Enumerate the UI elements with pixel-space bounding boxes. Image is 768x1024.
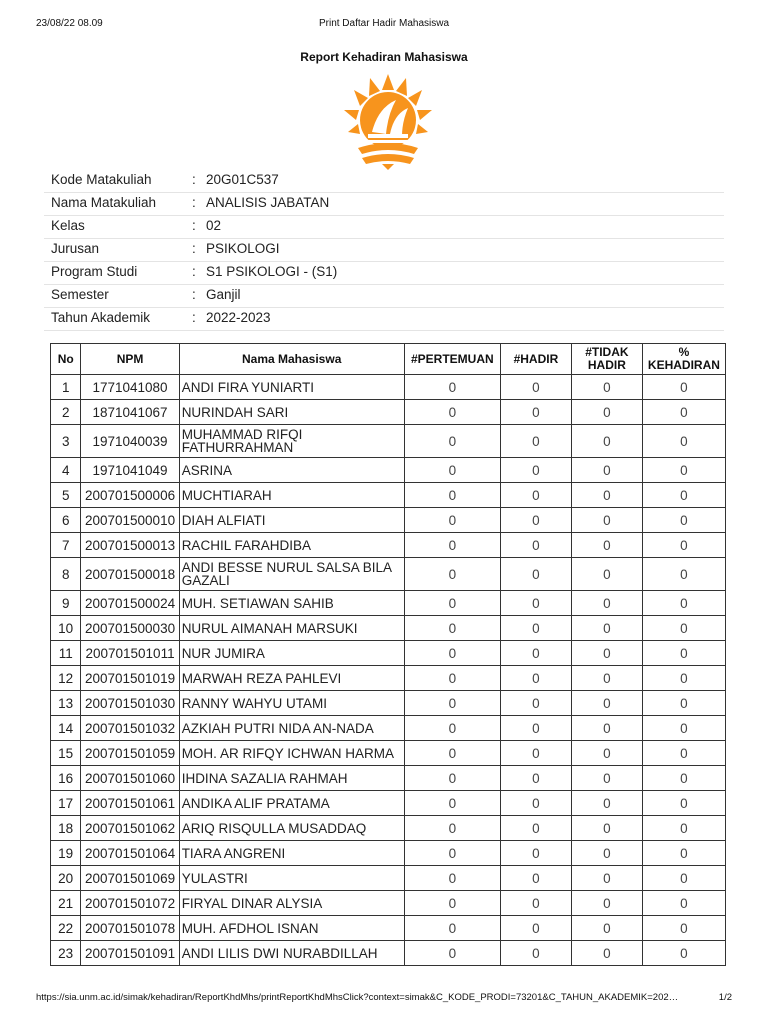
- cell-pertemuan: 0: [404, 691, 500, 716]
- cell-hadir: 0: [500, 558, 571, 591]
- cell-npm: 200701501062: [81, 816, 179, 841]
- info-colon: :: [192, 218, 196, 233]
- info-colon: :: [192, 264, 196, 279]
- info-label: Semester: [51, 287, 109, 302]
- cell-hadir: 0: [500, 458, 571, 483]
- cell-nama: MUCHTIARAH: [179, 483, 404, 508]
- cell-npm: 1971040039: [81, 425, 179, 458]
- cell-npm: 200701500010: [81, 508, 179, 533]
- cell-no: 5: [51, 483, 81, 508]
- col-header-no: No: [51, 344, 81, 375]
- cell-tidak-hadir: 0: [571, 400, 642, 425]
- table-row: [51, 533, 726, 558]
- cell-nama: YULASTRI: [179, 866, 404, 891]
- info-row-nama: [44, 193, 724, 216]
- info-label: Jurusan: [51, 241, 100, 256]
- cell-no: 2: [51, 400, 81, 425]
- cell-tidak-hadir: 0: [571, 616, 642, 641]
- table-row: [51, 591, 726, 616]
- cell-hadir: 0: [500, 375, 571, 400]
- info-row-kelas: [44, 216, 724, 239]
- cell-no: 13: [51, 691, 81, 716]
- cell-nama: NUR JUMIRA: [179, 641, 404, 666]
- info-value: Ganjil: [206, 287, 241, 302]
- cell-kehadiran: 0: [642, 741, 725, 766]
- cell-pertemuan: 0: [404, 766, 500, 791]
- cell-npm: 1971041049: [81, 458, 179, 483]
- cell-kehadiran: 0: [642, 941, 725, 966]
- table-row: [51, 691, 726, 716]
- cell-tidak-hadir: 0: [571, 458, 642, 483]
- table-row: [51, 616, 726, 641]
- print-title: Print Daftar Hadir Mahasiswa: [318, 18, 450, 29]
- cell-no: 12: [51, 666, 81, 691]
- cell-nama: MUH. SETIAWAN SAHIB: [179, 591, 404, 616]
- info-value: ANALISIS JABATAN: [206, 195, 330, 210]
- cell-no: 18: [51, 816, 81, 841]
- cell-nama: MOH. AR RIFQY ICHWAN HARMA: [179, 741, 404, 766]
- cell-tidak-hadir: 0: [571, 375, 642, 400]
- cell-no: 11: [51, 641, 81, 666]
- cell-hadir: 0: [500, 533, 571, 558]
- cell-tidak-hadir: 0: [571, 716, 642, 741]
- cell-npm: 1771041080: [81, 375, 179, 400]
- cell-no: 23: [51, 941, 81, 966]
- cell-kehadiran: 0: [642, 716, 725, 741]
- info-label: Kelas: [51, 218, 85, 233]
- cell-no: 9: [51, 591, 81, 616]
- cell-pertemuan: 0: [404, 483, 500, 508]
- cell-nama: MUH. AFDHOL ISNAN: [179, 916, 404, 941]
- cell-hadir: 0: [500, 766, 571, 791]
- cell-npm: 200701501061: [81, 791, 179, 816]
- cell-hadir: 0: [500, 483, 571, 508]
- course-info: [44, 170, 724, 331]
- cell-pertemuan: 0: [404, 941, 500, 966]
- info-label: Tahun Akademik: [51, 310, 151, 325]
- table-row: [51, 400, 726, 425]
- cell-npm: 200701500006: [81, 483, 179, 508]
- info-value: 2022-2023: [206, 310, 271, 325]
- cell-pertemuan: 0: [404, 458, 500, 483]
- cell-hadir: 0: [500, 591, 571, 616]
- cell-hadir: 0: [500, 400, 571, 425]
- table-row: [51, 791, 726, 816]
- info-value: 20G01C537: [206, 172, 279, 187]
- cell-nama: TIARA ANGRENI: [179, 841, 404, 866]
- cell-no: 21: [51, 891, 81, 916]
- cell-no: 4: [51, 458, 81, 483]
- cell-tidak-hadir: 0: [571, 425, 642, 458]
- cell-npm: 200701501032: [81, 716, 179, 741]
- info-label: Nama Matakuliah: [51, 195, 157, 210]
- info-label: Kode Matakuliah: [51, 172, 152, 187]
- table-row: [51, 766, 726, 791]
- cell-npm: 200701501030: [81, 691, 179, 716]
- cell-npm: 200701500024: [81, 591, 179, 616]
- print-footer: [36, 992, 732, 1006]
- cell-no: 14: [51, 716, 81, 741]
- table-row: [51, 558, 726, 591]
- table-row: [51, 891, 726, 916]
- header-line: HADIR: [587, 358, 626, 372]
- info-row-tahun: [44, 308, 724, 331]
- table-row: [51, 866, 726, 891]
- cell-npm: 200701501078: [81, 916, 179, 941]
- info-colon: :: [192, 241, 196, 256]
- cell-kehadiran: 0: [642, 508, 725, 533]
- cell-kehadiran: 0: [642, 641, 725, 666]
- info-value: 02: [206, 218, 222, 233]
- table-header-row: [51, 344, 726, 375]
- cell-npm: 200701500030: [81, 616, 179, 641]
- cell-npm: 200701501011: [81, 641, 179, 666]
- col-header-nama: Nama Mahasiswa: [179, 344, 404, 375]
- cell-kehadiran: 0: [642, 616, 725, 641]
- cell-npm: 200701501069: [81, 866, 179, 891]
- cell-pertemuan: 0: [404, 641, 500, 666]
- cell-npm: 200701501064: [81, 841, 179, 866]
- cell-nama: NURUL AIMANAH MARSUKI: [179, 616, 404, 641]
- cell-npm: 200701501019: [81, 666, 179, 691]
- cell-tidak-hadir: 0: [571, 791, 642, 816]
- cell-nama: MUHAMMAD RIFQI FATHURRAHMAN: [179, 425, 404, 458]
- cell-kehadiran: 0: [642, 458, 725, 483]
- cell-hadir: 0: [500, 891, 571, 916]
- cell-hadir: 0: [500, 508, 571, 533]
- col-header-hadir: #HADIR: [500, 344, 571, 375]
- cell-nama: DIAH ALFIATI: [179, 508, 404, 533]
- cell-tidak-hadir: 0: [571, 841, 642, 866]
- cell-tidak-hadir: 0: [571, 741, 642, 766]
- cell-tidak-hadir: 0: [571, 916, 642, 941]
- cell-pertemuan: 0: [404, 616, 500, 641]
- cell-tidak-hadir: 0: [571, 891, 642, 916]
- cell-hadir: 0: [500, 616, 571, 641]
- cell-pertemuan: 0: [404, 425, 500, 458]
- table-row: [51, 816, 726, 841]
- info-colon: :: [192, 195, 196, 210]
- cell-tidak-hadir: 0: [571, 666, 642, 691]
- cell-pertemuan: 0: [404, 591, 500, 616]
- university-logo-icon: [338, 68, 438, 172]
- cell-no: 15: [51, 741, 81, 766]
- cell-kehadiran: 0: [642, 816, 725, 841]
- table-row: [51, 483, 726, 508]
- cell-pertemuan: 0: [404, 841, 500, 866]
- info-row-kode: [44, 170, 724, 193]
- cell-hadir: 0: [500, 716, 571, 741]
- cell-kehadiran: 0: [642, 866, 725, 891]
- cell-hadir: 0: [500, 741, 571, 766]
- cell-pertemuan: 0: [404, 400, 500, 425]
- info-label: Program Studi: [51, 264, 138, 279]
- cell-nama: RANNY WAHYU UTAMI: [179, 691, 404, 716]
- table-row: [51, 916, 726, 941]
- cell-kehadiran: 0: [642, 916, 725, 941]
- cell-hadir: 0: [500, 425, 571, 458]
- cell-kehadiran: 0: [642, 483, 725, 508]
- info-value: PSIKOLOGI: [206, 241, 280, 256]
- cell-hadir: 0: [500, 666, 571, 691]
- cell-kehadiran: 0: [642, 791, 725, 816]
- table-body: [51, 375, 726, 966]
- cell-npm: 200701501059: [81, 741, 179, 766]
- cell-no: 22: [51, 916, 81, 941]
- cell-nama: ANDI LILIS DWI NURABDILLAH: [179, 941, 404, 966]
- cell-hadir: 0: [500, 941, 571, 966]
- print-date: 23/08/22 08.09: [36, 18, 103, 29]
- cell-kehadiran: 0: [642, 558, 725, 591]
- cell-tidak-hadir: 0: [571, 533, 642, 558]
- cell-hadir: 0: [500, 641, 571, 666]
- cell-hadir: 0: [500, 791, 571, 816]
- cell-nama: IHDINA SAZALIA RAHMAH: [179, 766, 404, 791]
- cell-no: 1: [51, 375, 81, 400]
- cell-pertemuan: 0: [404, 891, 500, 916]
- cell-kehadiran: 0: [642, 400, 725, 425]
- table-row: [51, 641, 726, 666]
- cell-nama: ANDI BESSE NURUL SALSA BILA GAZALI: [179, 558, 404, 591]
- cell-kehadiran: 0: [642, 533, 725, 558]
- cell-tidak-hadir: 0: [571, 558, 642, 591]
- report-title: Report Kehadiran Mahasiswa: [300, 50, 468, 64]
- page-url: https://sia.unm.ac.id/simak/kehadiran/ReportKhdMhs/printReportKhdMhsClick?context=simak&C_KODE_PRODI=73201&C_TAHUN_AKADEMIK=202…: [36, 992, 679, 1003]
- cell-kehadiran: 0: [642, 425, 725, 458]
- cell-no: 20: [51, 866, 81, 891]
- info-value: S1 PSIKOLOGI - (S1): [206, 264, 338, 279]
- cell-tidak-hadir: 0: [571, 483, 642, 508]
- cell-pertemuan: 0: [404, 533, 500, 558]
- cell-pertemuan: 0: [404, 816, 500, 841]
- cell-pertemuan: 0: [404, 716, 500, 741]
- info-colon: :: [192, 310, 196, 325]
- cell-pertemuan: 0: [404, 791, 500, 816]
- table-row: [51, 666, 726, 691]
- info-row-prodi: [44, 262, 724, 285]
- table-row: [51, 841, 726, 866]
- cell-npm: 200701501072: [81, 891, 179, 916]
- cell-no: 17: [51, 791, 81, 816]
- cell-no: 6: [51, 508, 81, 533]
- print-header: [36, 18, 732, 32]
- cell-no: 16: [51, 766, 81, 791]
- cell-hadir: 0: [500, 691, 571, 716]
- table-row: [51, 458, 726, 483]
- cell-no: 7: [51, 533, 81, 558]
- cell-tidak-hadir: 0: [571, 941, 642, 966]
- cell-nama: FIRYAL DINAR ALYSIA: [179, 891, 404, 916]
- cell-tidak-hadir: 0: [571, 591, 642, 616]
- cell-tidak-hadir: 0: [571, 691, 642, 716]
- info-row-semester: [44, 285, 724, 308]
- page-number: 1/2: [718, 992, 732, 1003]
- cell-nama: ARIQ RISQULLA MUSADDAQ: [179, 816, 404, 841]
- table-row: [51, 375, 726, 400]
- cell-nama: ANDI FIRA YUNIARTI: [179, 375, 404, 400]
- cell-pertemuan: 0: [404, 866, 500, 891]
- cell-pertemuan: 0: [404, 916, 500, 941]
- cell-tidak-hadir: 0: [571, 816, 642, 841]
- cell-hadir: 0: [500, 866, 571, 891]
- info-colon: :: [192, 287, 196, 302]
- cell-no: 8: [51, 558, 81, 591]
- table-row: [51, 741, 726, 766]
- cell-npm: 1871041067: [81, 400, 179, 425]
- cell-pertemuan: 0: [404, 666, 500, 691]
- cell-kehadiran: 0: [642, 766, 725, 791]
- cell-nama: AZKIAH PUTRI NIDA AN-NADA: [179, 716, 404, 741]
- cell-npm: 200701501091: [81, 941, 179, 966]
- info-row-jurusan: [44, 239, 724, 262]
- table-row: [51, 508, 726, 533]
- attendance-table: [50, 343, 726, 966]
- cell-pertemuan: 0: [404, 375, 500, 400]
- col-header-kehadiran: [642, 344, 725, 375]
- cell-npm: 200701500013: [81, 533, 179, 558]
- info-colon: :: [192, 172, 196, 187]
- col-header-pertemuan: #PERTEMUAN: [404, 344, 500, 375]
- cell-tidak-hadir: 0: [571, 766, 642, 791]
- cell-no: 10: [51, 616, 81, 641]
- cell-no: 19: [51, 841, 81, 866]
- cell-kehadiran: 0: [642, 691, 725, 716]
- cell-no: 3: [51, 425, 81, 458]
- cell-pertemuan: 0: [404, 741, 500, 766]
- cell-kehadiran: 0: [642, 666, 725, 691]
- cell-kehadiran: 0: [642, 591, 725, 616]
- cell-tidak-hadir: 0: [571, 866, 642, 891]
- cell-npm: 200701500018: [81, 558, 179, 591]
- cell-kehadiran: 0: [642, 375, 725, 400]
- table-row: [51, 425, 726, 458]
- cell-nama: NURINDAH SARI: [179, 400, 404, 425]
- cell-nama: ASRINA: [179, 458, 404, 483]
- table-row: [51, 941, 726, 966]
- header-line: %: [678, 345, 690, 359]
- cell-hadir: 0: [500, 841, 571, 866]
- cell-hadir: 0: [500, 816, 571, 841]
- col-header-tidak-hadir: [571, 344, 642, 375]
- cell-tidak-hadir: 0: [571, 508, 642, 533]
- cell-pertemuan: 0: [404, 508, 500, 533]
- col-header-npm: NPM: [81, 344, 179, 375]
- header-line: #TIDAK: [585, 345, 629, 359]
- cell-tidak-hadir: 0: [571, 641, 642, 666]
- cell-npm: 200701501060: [81, 766, 179, 791]
- cell-nama: RACHIL FARAHDIBA: [179, 533, 404, 558]
- cell-nama: MARWAH REZA PAHLEVI: [179, 666, 404, 691]
- cell-pertemuan: 0: [404, 558, 500, 591]
- cell-kehadiran: 0: [642, 841, 725, 866]
- cell-nama: ANDIKA ALIF PRATAMA: [179, 791, 404, 816]
- cell-hadir: 0: [500, 916, 571, 941]
- header-line: KEHADIRAN: [647, 358, 720, 372]
- table-row: [51, 716, 726, 741]
- cell-kehadiran: 0: [642, 891, 725, 916]
